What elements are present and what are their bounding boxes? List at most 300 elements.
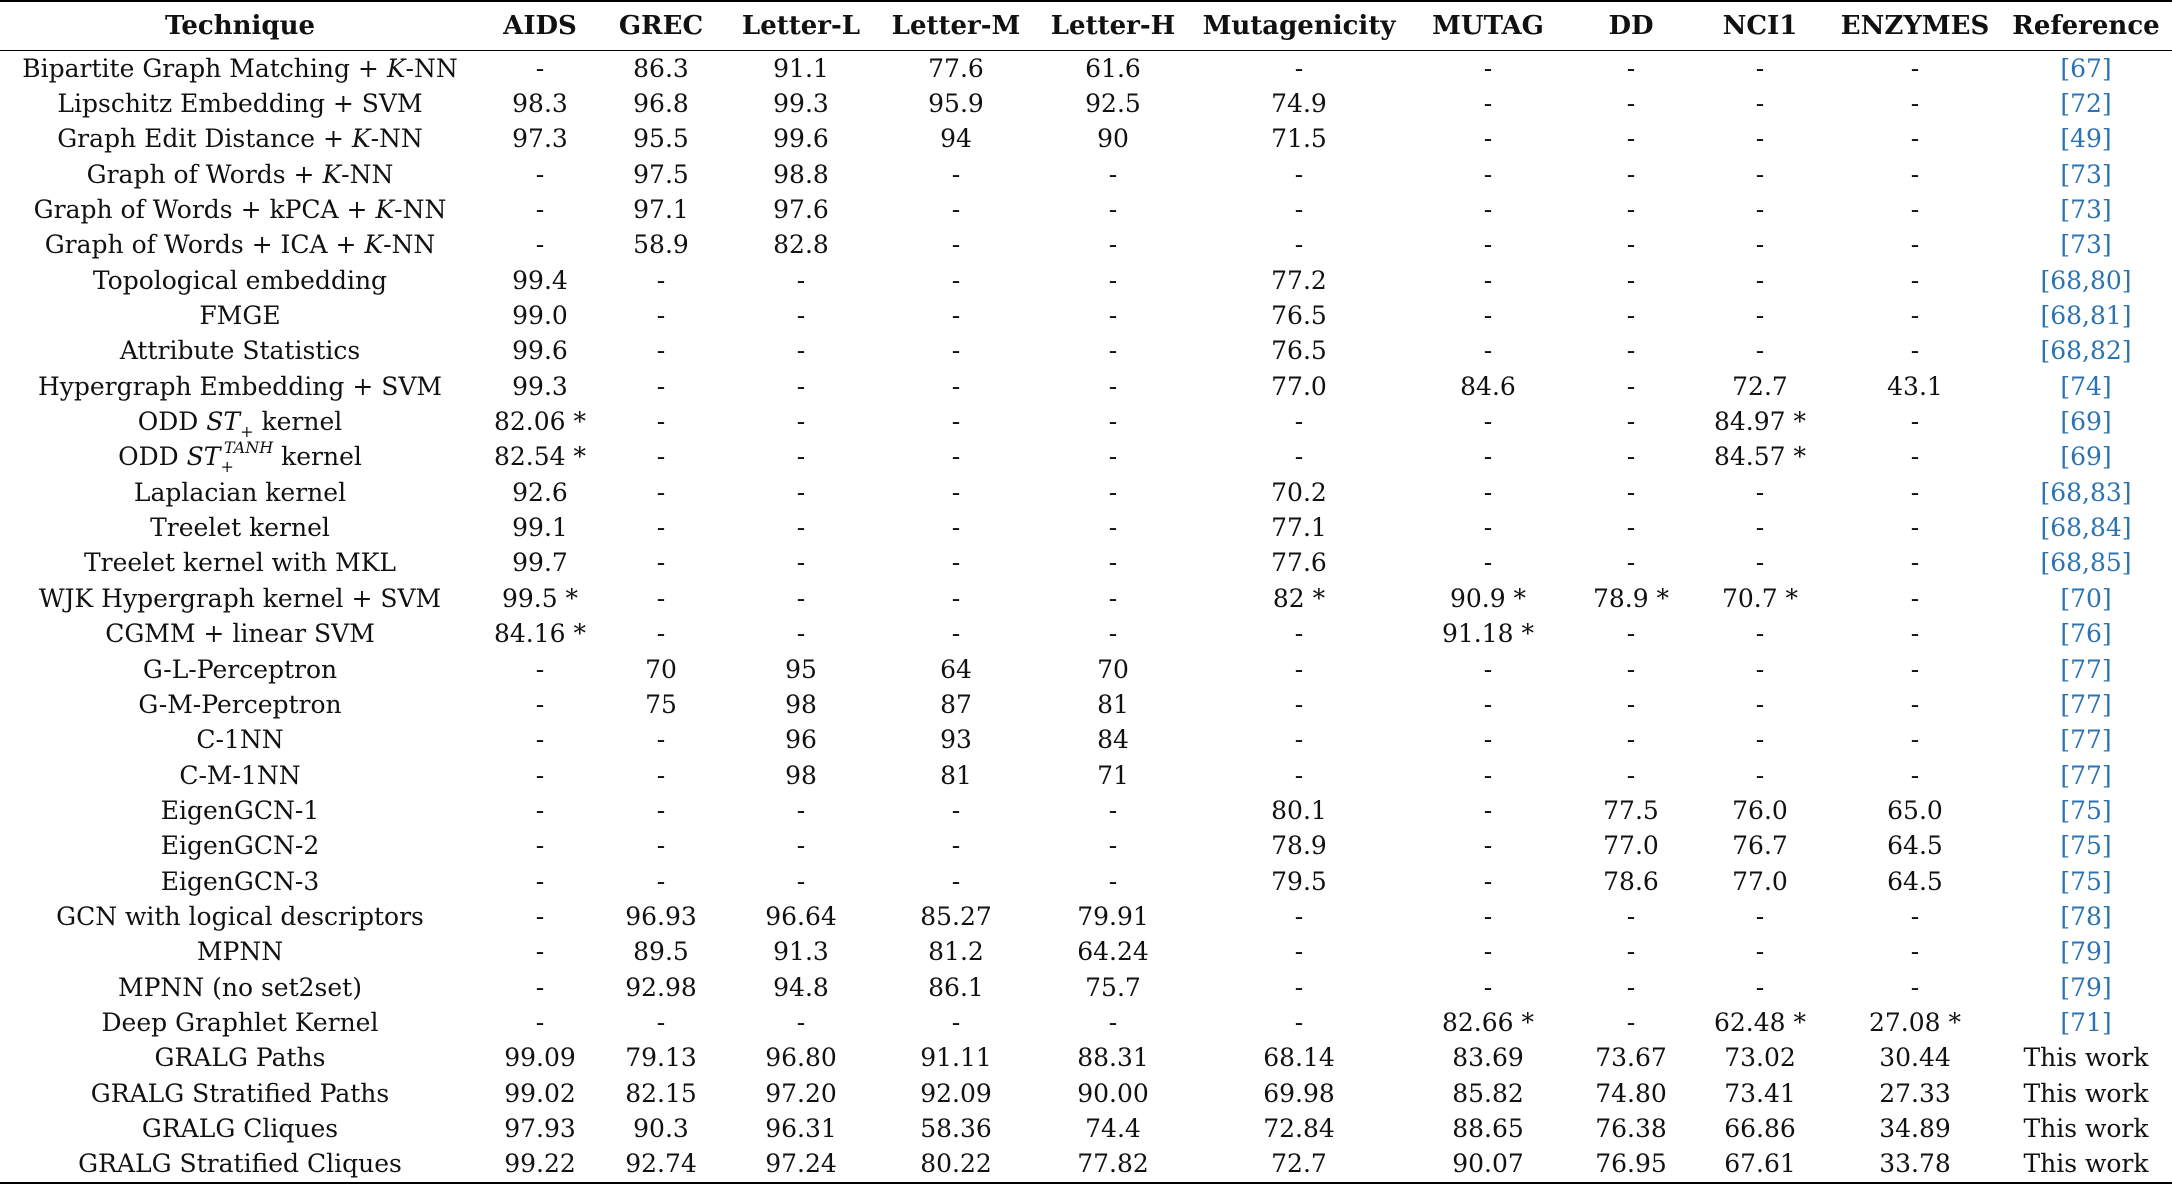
table-row	[0, 617, 2172, 652]
technique-name: C-1NN	[196, 725, 284, 755]
value-cell-dd: -	[1626, 901, 1636, 931]
citation-link[interactable]: 68	[2050, 477, 2083, 507]
citation-link[interactable]: 79	[2070, 972, 2102, 1002]
ref-close-bracket: ]	[2101, 619, 2112, 649]
value-cell-nci1: -	[1755, 53, 1765, 83]
column-header-letter-h: Letter-H	[1032, 1, 1194, 51]
ref-open-bracket: [	[2060, 371, 2071, 401]
value-cell-grec: 92.74	[600, 1147, 722, 1183]
value-cell-dd: 77.5	[1603, 795, 1659, 825]
value-cell-mutagenicity: 77.0	[1271, 371, 1327, 401]
reference-cell: This work	[2023, 1113, 2149, 1143]
value-cell-mutag: -	[1483, 866, 1493, 896]
value-cell-nci1: 70.7 *	[1721, 583, 1799, 613]
ref-close-bracket: ]	[2121, 477, 2132, 507]
reference-cell	[2000, 935, 2172, 970]
value-cell-grec: -	[656, 407, 666, 437]
value-cell-aids: 99.22	[480, 1147, 600, 1183]
value-cell-aids: -	[535, 689, 545, 719]
technique-name: GRALG Stratified Cliques	[78, 1149, 402, 1179]
value-cell-mutag: -	[1483, 937, 1493, 967]
value-cell-mutagenicity: 76.5	[1271, 301, 1327, 331]
technique-name: Graph Edit Distance + K-NN	[57, 124, 423, 154]
value-cell-mutag: -	[1483, 230, 1493, 260]
value-cell-aids: -	[535, 195, 545, 225]
ref-close-bracket: ]	[2101, 795, 2112, 825]
value-cell-enzymes: -	[1910, 124, 1920, 154]
ref-close-bracket: ]	[2101, 371, 2112, 401]
value-cell-letter-h: 81	[1097, 689, 1129, 719]
value-cell-letter-l: -	[796, 548, 806, 578]
citation-link[interactable]: 76	[2070, 619, 2102, 649]
value-cell-grec: -	[656, 760, 666, 790]
citation-link[interactable]: 75	[2070, 795, 2102, 825]
citation-link[interactable]: 75	[2070, 831, 2102, 861]
value-cell-mutag: -	[1483, 301, 1493, 331]
value-cell-mutagenicity: 77.6	[1271, 548, 1327, 578]
ref-open-bracket: [	[2060, 442, 2071, 472]
technique-name: EigenGCN-2	[160, 831, 320, 861]
table-row	[0, 1076, 2172, 1111]
citation-link[interactable]: 74	[2070, 371, 2102, 401]
reference-cell	[2000, 793, 2172, 828]
citation-link[interactable]: 68	[2050, 301, 2083, 331]
technique-cell	[0, 1076, 480, 1111]
value-cell-mutag: 84.6	[1460, 371, 1516, 401]
ref-open-bracket: [	[2060, 1007, 2071, 1037]
ref-open-bracket: [	[2060, 901, 2071, 931]
ref-open-bracket: [	[2060, 972, 2071, 1002]
value-cell-letter-m: -	[951, 195, 961, 225]
value-cell-grec: 75	[645, 689, 677, 719]
value-cell-letter-h: -	[1108, 477, 1118, 507]
citation-link[interactable]: 75	[2070, 866, 2102, 896]
technique-cell	[0, 51, 480, 87]
value-cell-enzymes: -	[1910, 89, 1920, 119]
reference-cell	[2000, 228, 2172, 263]
reference-cell	[2000, 1005, 2172, 1040]
value-cell-mutagenicity: -	[1294, 442, 1304, 472]
value-cell-letter-l: -	[796, 477, 806, 507]
value-cell-letter-h: -	[1108, 1007, 1118, 1037]
value-cell-enzymes: -	[1910, 760, 1920, 790]
column-header-nci1: NCI1	[1690, 1, 1830, 51]
value-cell-enzymes: -	[1910, 159, 1920, 189]
table-body	[0, 51, 2172, 1184]
value-cell-dd: -	[1626, 159, 1636, 189]
value-cell-enzymes: 33.78	[1830, 1147, 2000, 1183]
technique-cell	[0, 970, 480, 1005]
value-cell-mutagenicity: 72.7	[1194, 1147, 1404, 1183]
ref-separator: ,	[2082, 477, 2090, 507]
ref-close-bracket: ]	[2101, 901, 2112, 931]
citation-link[interactable]: 84	[2089, 513, 2122, 543]
value-cell-letter-h: -	[1108, 407, 1118, 437]
technique-name: Graph of Words + kPCA + K-NN	[33, 195, 447, 225]
value-cell-letter-m: 58.36	[920, 1113, 992, 1143]
ref-separator: ,	[2082, 265, 2090, 295]
value-cell-letter-m: 86.1	[928, 972, 984, 1002]
value-cell-aids: -	[535, 654, 545, 684]
value-cell-mutag: -	[1483, 689, 1493, 719]
value-cell-letter-l: -	[796, 513, 806, 543]
value-cell-mutag: -	[1483, 53, 1493, 83]
value-cell-grec: 96.93	[625, 901, 697, 931]
value-cell-mutagenicity: -	[1294, 619, 1304, 649]
ref-open-bracket: [	[2040, 336, 2051, 366]
technique-name: G-L-Perceptron	[142, 654, 338, 684]
column-header-reference: Reference	[2000, 1, 2172, 51]
value-cell-enzymes: -	[1910, 689, 1920, 719]
value-cell-enzymes: -	[1910, 548, 1920, 578]
value-cell-enzymes: 30.44	[1879, 1043, 1951, 1073]
ref-close-bracket: ]	[2101, 230, 2112, 260]
value-cell-letter-h: -	[1108, 619, 1118, 649]
citation-link[interactable]: 68	[2050, 265, 2083, 295]
citation-link[interactable]: 77	[2070, 760, 2102, 790]
value-cell-nci1: 73.41	[1724, 1078, 1796, 1108]
table-row	[0, 51, 2172, 87]
value-cell-letter-m: -	[951, 831, 961, 861]
citation-link[interactable]: 68	[2050, 513, 2083, 543]
column-header-dd: DD	[1572, 1, 1690, 51]
value-cell-letter-l: -	[796, 265, 806, 295]
value-cell-mutag: -	[1483, 265, 1493, 295]
technique-cell	[0, 758, 480, 793]
citation-link[interactable]: 83	[2089, 477, 2122, 507]
value-cell-grec: -	[656, 831, 666, 861]
citation-link[interactable]: 77	[2070, 689, 2102, 719]
ref-close-bracket: ]	[2101, 89, 2112, 119]
value-cell-letter-l: -	[796, 301, 806, 331]
citation-link[interactable]: 81	[2089, 301, 2122, 331]
ref-close-bracket: ]	[2121, 548, 2132, 578]
value-cell-grec: 90.3	[633, 1113, 689, 1143]
value-cell-aids: 99.6	[512, 336, 568, 366]
value-cell-nci1: 84.57 *	[1713, 442, 1807, 472]
technique-cell	[0, 793, 480, 828]
table-row	[0, 652, 2172, 687]
ref-close-bracket: ]	[2101, 831, 2112, 861]
citation-link[interactable]: 77	[2070, 654, 2102, 684]
technique-tail-text: kernel	[273, 442, 362, 472]
value-cell-mutag: -	[1483, 124, 1493, 154]
technique-name: Treelet kernel	[150, 513, 330, 543]
ref-open-bracket: [	[2060, 937, 2071, 967]
value-cell-letter-m: 93	[940, 725, 972, 755]
value-cell-nci1: -	[1755, 513, 1765, 543]
value-cell-aids: 99.09	[504, 1043, 576, 1073]
column-header-mutagenicity: Mutagenicity	[1194, 1, 1404, 51]
citation-link[interactable]: 73	[2070, 230, 2102, 260]
technique-subscript: +	[240, 422, 254, 442]
value-cell-enzymes: -	[1910, 407, 1920, 437]
value-cell-letter-l: -	[796, 795, 806, 825]
ref-separator: ,	[2082, 513, 2090, 543]
technique-cell	[0, 723, 480, 758]
reference-cell	[2000, 758, 2172, 793]
value-cell-nci1: -	[1755, 477, 1765, 507]
value-cell-nci1: -	[1755, 725, 1765, 755]
citation-link[interactable]: 69	[2070, 442, 2102, 472]
ref-open-bracket: [	[2060, 159, 2071, 189]
value-cell-letter-h: 77.82	[1032, 1147, 1194, 1183]
technique-name: Laplacian kernel	[133, 477, 347, 507]
citation-link[interactable]: 68	[2050, 336, 2083, 366]
table-row	[0, 369, 2172, 404]
reference-cell: This work	[2023, 1078, 2149, 1108]
value-cell-grec: 86.3	[633, 53, 689, 83]
value-cell-aids: 99.0	[512, 301, 568, 331]
value-cell-grec: 82.15	[625, 1078, 697, 1108]
technique-name: EigenGCN-3	[160, 866, 320, 896]
value-cell-nci1: 84.97 *	[1713, 407, 1807, 437]
ref-close-bracket: ]	[2121, 301, 2132, 331]
citation-link[interactable]: 67	[2070, 53, 2102, 83]
ref-close-bracket: ]	[2121, 513, 2132, 543]
value-cell-letter-h: -	[1108, 336, 1118, 366]
value-cell-mutag: -	[1483, 548, 1493, 578]
value-cell-mutag: -	[1483, 901, 1493, 931]
ref-open-bracket: [	[2040, 265, 2051, 295]
technique-cell	[0, 1147, 480, 1183]
ref-close-bracket: ]	[2101, 866, 2112, 896]
value-cell-letter-h: -	[1108, 583, 1118, 613]
value-cell-letter-h: -	[1108, 548, 1118, 578]
value-cell-nci1: 77.0	[1732, 866, 1788, 896]
technique-name: Treelet kernel with MKL	[83, 548, 397, 578]
value-cell-nci1: -	[1755, 195, 1765, 225]
citation-link[interactable]: 73	[2070, 195, 2102, 225]
value-cell-letter-m: 92.09	[920, 1078, 992, 1108]
technique-cell	[0, 899, 480, 934]
ref-open-bracket: [	[2060, 619, 2071, 649]
value-cell-letter-m: -	[951, 866, 961, 896]
technique-cell	[0, 404, 480, 442]
ref-open-bracket: [	[2040, 301, 2051, 331]
value-cell-letter-l: 98	[785, 689, 817, 719]
technique-cell	[0, 1041, 480, 1076]
value-cell-mutagenicity: -	[1294, 972, 1304, 1002]
table-row	[0, 475, 2172, 510]
value-cell-letter-l: 99.6	[773, 124, 829, 154]
value-cell-enzymes: 65.0	[1887, 795, 1943, 825]
citation-link[interactable]: 72	[2070, 89, 2102, 119]
technique-name: CGMM + linear SVM	[105, 619, 375, 649]
value-cell-enzymes: 64.5	[1887, 831, 1943, 861]
value-cell-mutag: -	[1483, 89, 1493, 119]
technique-name: Lipschitz Embedding + SVM	[57, 89, 423, 119]
value-cell-aids: 98.3	[512, 89, 568, 119]
table-row	[0, 546, 2172, 581]
reference-cell	[2000, 86, 2172, 121]
value-cell-letter-h: 64.24	[1077, 937, 1149, 967]
reference-cell	[2000, 475, 2172, 510]
technique-cell	[0, 228, 480, 263]
table-row	[0, 228, 2172, 263]
value-cell-grec: -	[656, 513, 666, 543]
value-cell-dd: -	[1626, 336, 1636, 366]
table-row	[0, 192, 2172, 227]
citation-link[interactable]: 49	[2070, 124, 2102, 154]
table-row	[0, 334, 2172, 369]
value-cell-dd: -	[1626, 265, 1636, 295]
reference-cell	[2000, 510, 2172, 545]
value-cell-letter-h: 61.6	[1085, 53, 1141, 83]
value-cell-aids: -	[535, 795, 545, 825]
technique-cell	[0, 510, 480, 545]
ref-open-bracket: [	[2060, 583, 2071, 613]
value-cell-dd: -	[1626, 301, 1636, 331]
value-cell-nci1: -	[1755, 689, 1765, 719]
ref-open-bracket: [	[2060, 124, 2071, 154]
citation-link[interactable]: 69	[2070, 407, 2102, 437]
reference-cell	[2000, 723, 2172, 758]
value-cell-letter-m: -	[951, 795, 961, 825]
value-cell-mutagenicity: 80.1	[1271, 795, 1327, 825]
ref-close-bracket: ]	[2101, 654, 2112, 684]
citation-link[interactable]: 77	[2070, 725, 2102, 755]
value-cell-aids: 99.1	[512, 513, 568, 543]
value-cell-nci1: 76.7	[1732, 831, 1788, 861]
value-cell-aids: 99.7	[512, 548, 568, 578]
reference-cell	[2000, 157, 2172, 192]
value-cell-dd: -	[1626, 760, 1636, 790]
value-cell-dd: -	[1626, 725, 1636, 755]
technique-name: Attribute Statistics	[119, 336, 361, 366]
citation-link[interactable]: 68	[2050, 548, 2083, 578]
value-cell-dd: -	[1626, 654, 1636, 684]
value-cell-nci1: -	[1755, 301, 1765, 331]
value-cell-mutagenicity: 72.84	[1263, 1113, 1335, 1143]
value-cell-nci1: 67.61	[1690, 1147, 1830, 1183]
value-cell-aids: -	[535, 760, 545, 790]
value-cell-enzymes: -	[1910, 301, 1920, 331]
ref-separator: ,	[2082, 548, 2090, 578]
value-cell-letter-h: 70	[1097, 654, 1129, 684]
value-cell-mutagenicity: -	[1294, 937, 1304, 967]
value-cell-dd: -	[1626, 53, 1636, 83]
value-cell-mutag: -	[1483, 336, 1493, 366]
value-cell-mutag: -	[1483, 195, 1493, 225]
column-header-aids: AIDS	[480, 1, 600, 51]
table-row	[0, 1111, 2172, 1146]
ref-close-bracket: ]	[2101, 937, 2112, 967]
value-cell-letter-h: -	[1108, 513, 1118, 543]
value-cell-enzymes: -	[1910, 195, 1920, 225]
value-cell-dd: -	[1626, 937, 1636, 967]
value-cell-letter-h: 90.00	[1077, 1078, 1149, 1108]
citation-link[interactable]: 82	[2089, 336, 2122, 366]
value-cell-letter-m: 81	[940, 760, 972, 790]
value-cell-mutag: -	[1483, 159, 1493, 189]
ref-open-bracket: [	[2040, 477, 2051, 507]
value-cell-enzymes: -	[1910, 53, 1920, 83]
value-cell-letter-m: -	[951, 265, 961, 295]
table-row	[0, 758, 2172, 793]
ref-open-bracket: [	[2060, 407, 2071, 437]
value-cell-mutagenicity: 82 *	[1272, 583, 1326, 613]
value-cell-enzymes: -	[1910, 336, 1920, 366]
citation-link[interactable]: 85	[2089, 548, 2122, 578]
value-cell-dd: 76.95	[1572, 1147, 1690, 1183]
table-row	[0, 1041, 2172, 1076]
value-cell-letter-m: 64	[940, 654, 972, 684]
technique-cell	[0, 581, 480, 616]
table-row	[0, 86, 2172, 121]
technique-name: Topological embedding	[92, 265, 388, 295]
value-cell-letter-h: -	[1108, 371, 1118, 401]
value-cell-dd: -	[1626, 195, 1636, 225]
value-cell-mutag: -	[1483, 760, 1493, 790]
citation-link[interactable]: 80	[2089, 265, 2122, 295]
technique-cell	[0, 369, 480, 404]
value-cell-letter-m: -	[951, 619, 961, 649]
value-cell-aids: 97.93	[504, 1113, 576, 1143]
value-cell-dd: -	[1626, 1007, 1636, 1037]
citation-link[interactable]: 73	[2070, 159, 2102, 189]
technique-name: GRALG Cliques	[141, 1113, 339, 1143]
value-cell-aids: 82.06 *	[493, 407, 587, 437]
technique-cell	[0, 86, 480, 121]
value-cell-dd: -	[1626, 89, 1636, 119]
technique-name: MPNN (no set2set)	[118, 972, 362, 1002]
table-row	[0, 723, 2172, 758]
value-cell-mutag: -	[1483, 972, 1493, 1002]
citation-link[interactable]: 71	[2070, 1007, 2102, 1037]
value-cell-nci1: -	[1755, 937, 1765, 967]
value-cell-letter-l: 96.80	[765, 1043, 837, 1073]
ref-close-bracket: ]	[2101, 725, 2112, 755]
value-cell-dd: 74.80	[1595, 1078, 1667, 1108]
value-cell-mutagenicity: -	[1294, 760, 1304, 790]
column-header-mutag: MUTAG	[1404, 1, 1572, 51]
value-cell-letter-l: 98	[785, 760, 817, 790]
value-cell-aids: 82.54 *	[493, 442, 587, 472]
value-cell-aids: -	[535, 1007, 545, 1037]
reference-cell	[2000, 829, 2172, 864]
value-cell-letter-m: -	[951, 336, 961, 366]
value-cell-mutag: -	[1483, 795, 1493, 825]
value-cell-letter-m: -	[951, 583, 961, 613]
value-cell-letter-m: 85.27	[920, 901, 992, 931]
value-cell-mutagenicity: 77.2	[1271, 265, 1327, 295]
ref-close-bracket: ]	[2101, 583, 2112, 613]
value-cell-aids: 97.3	[512, 124, 568, 154]
value-cell-mutagenicity: 69.98	[1263, 1078, 1335, 1108]
value-cell-dd: -	[1626, 689, 1636, 719]
technique-cell	[0, 298, 480, 333]
value-cell-mutagenicity: 76.5	[1271, 336, 1327, 366]
value-cell-mutagenicity: 77.1	[1271, 513, 1327, 543]
value-cell-mutagenicity: -	[1294, 654, 1304, 684]
citation-link[interactable]: 79	[2070, 937, 2102, 967]
value-cell-letter-m: -	[951, 230, 961, 260]
value-cell-mutagenicity: 74.9	[1271, 89, 1327, 119]
technique-name: GCN with logical descriptors	[56, 901, 424, 931]
table-row	[0, 440, 2172, 475]
column-header-technique: Technique	[0, 1, 480, 51]
table-row	[0, 935, 2172, 970]
value-cell-enzymes: -	[1910, 937, 1920, 967]
value-cell-aids: -	[535, 866, 545, 896]
citation-link[interactable]: 78	[2070, 901, 2102, 931]
value-cell-mutag: 91.18 *	[1441, 619, 1535, 649]
table-row	[0, 122, 2172, 157]
value-cell-letter-m: -	[951, 407, 961, 437]
column-header-enzymes: ENZYMES	[1830, 1, 2000, 51]
citation-link[interactable]: 70	[2070, 583, 2102, 613]
